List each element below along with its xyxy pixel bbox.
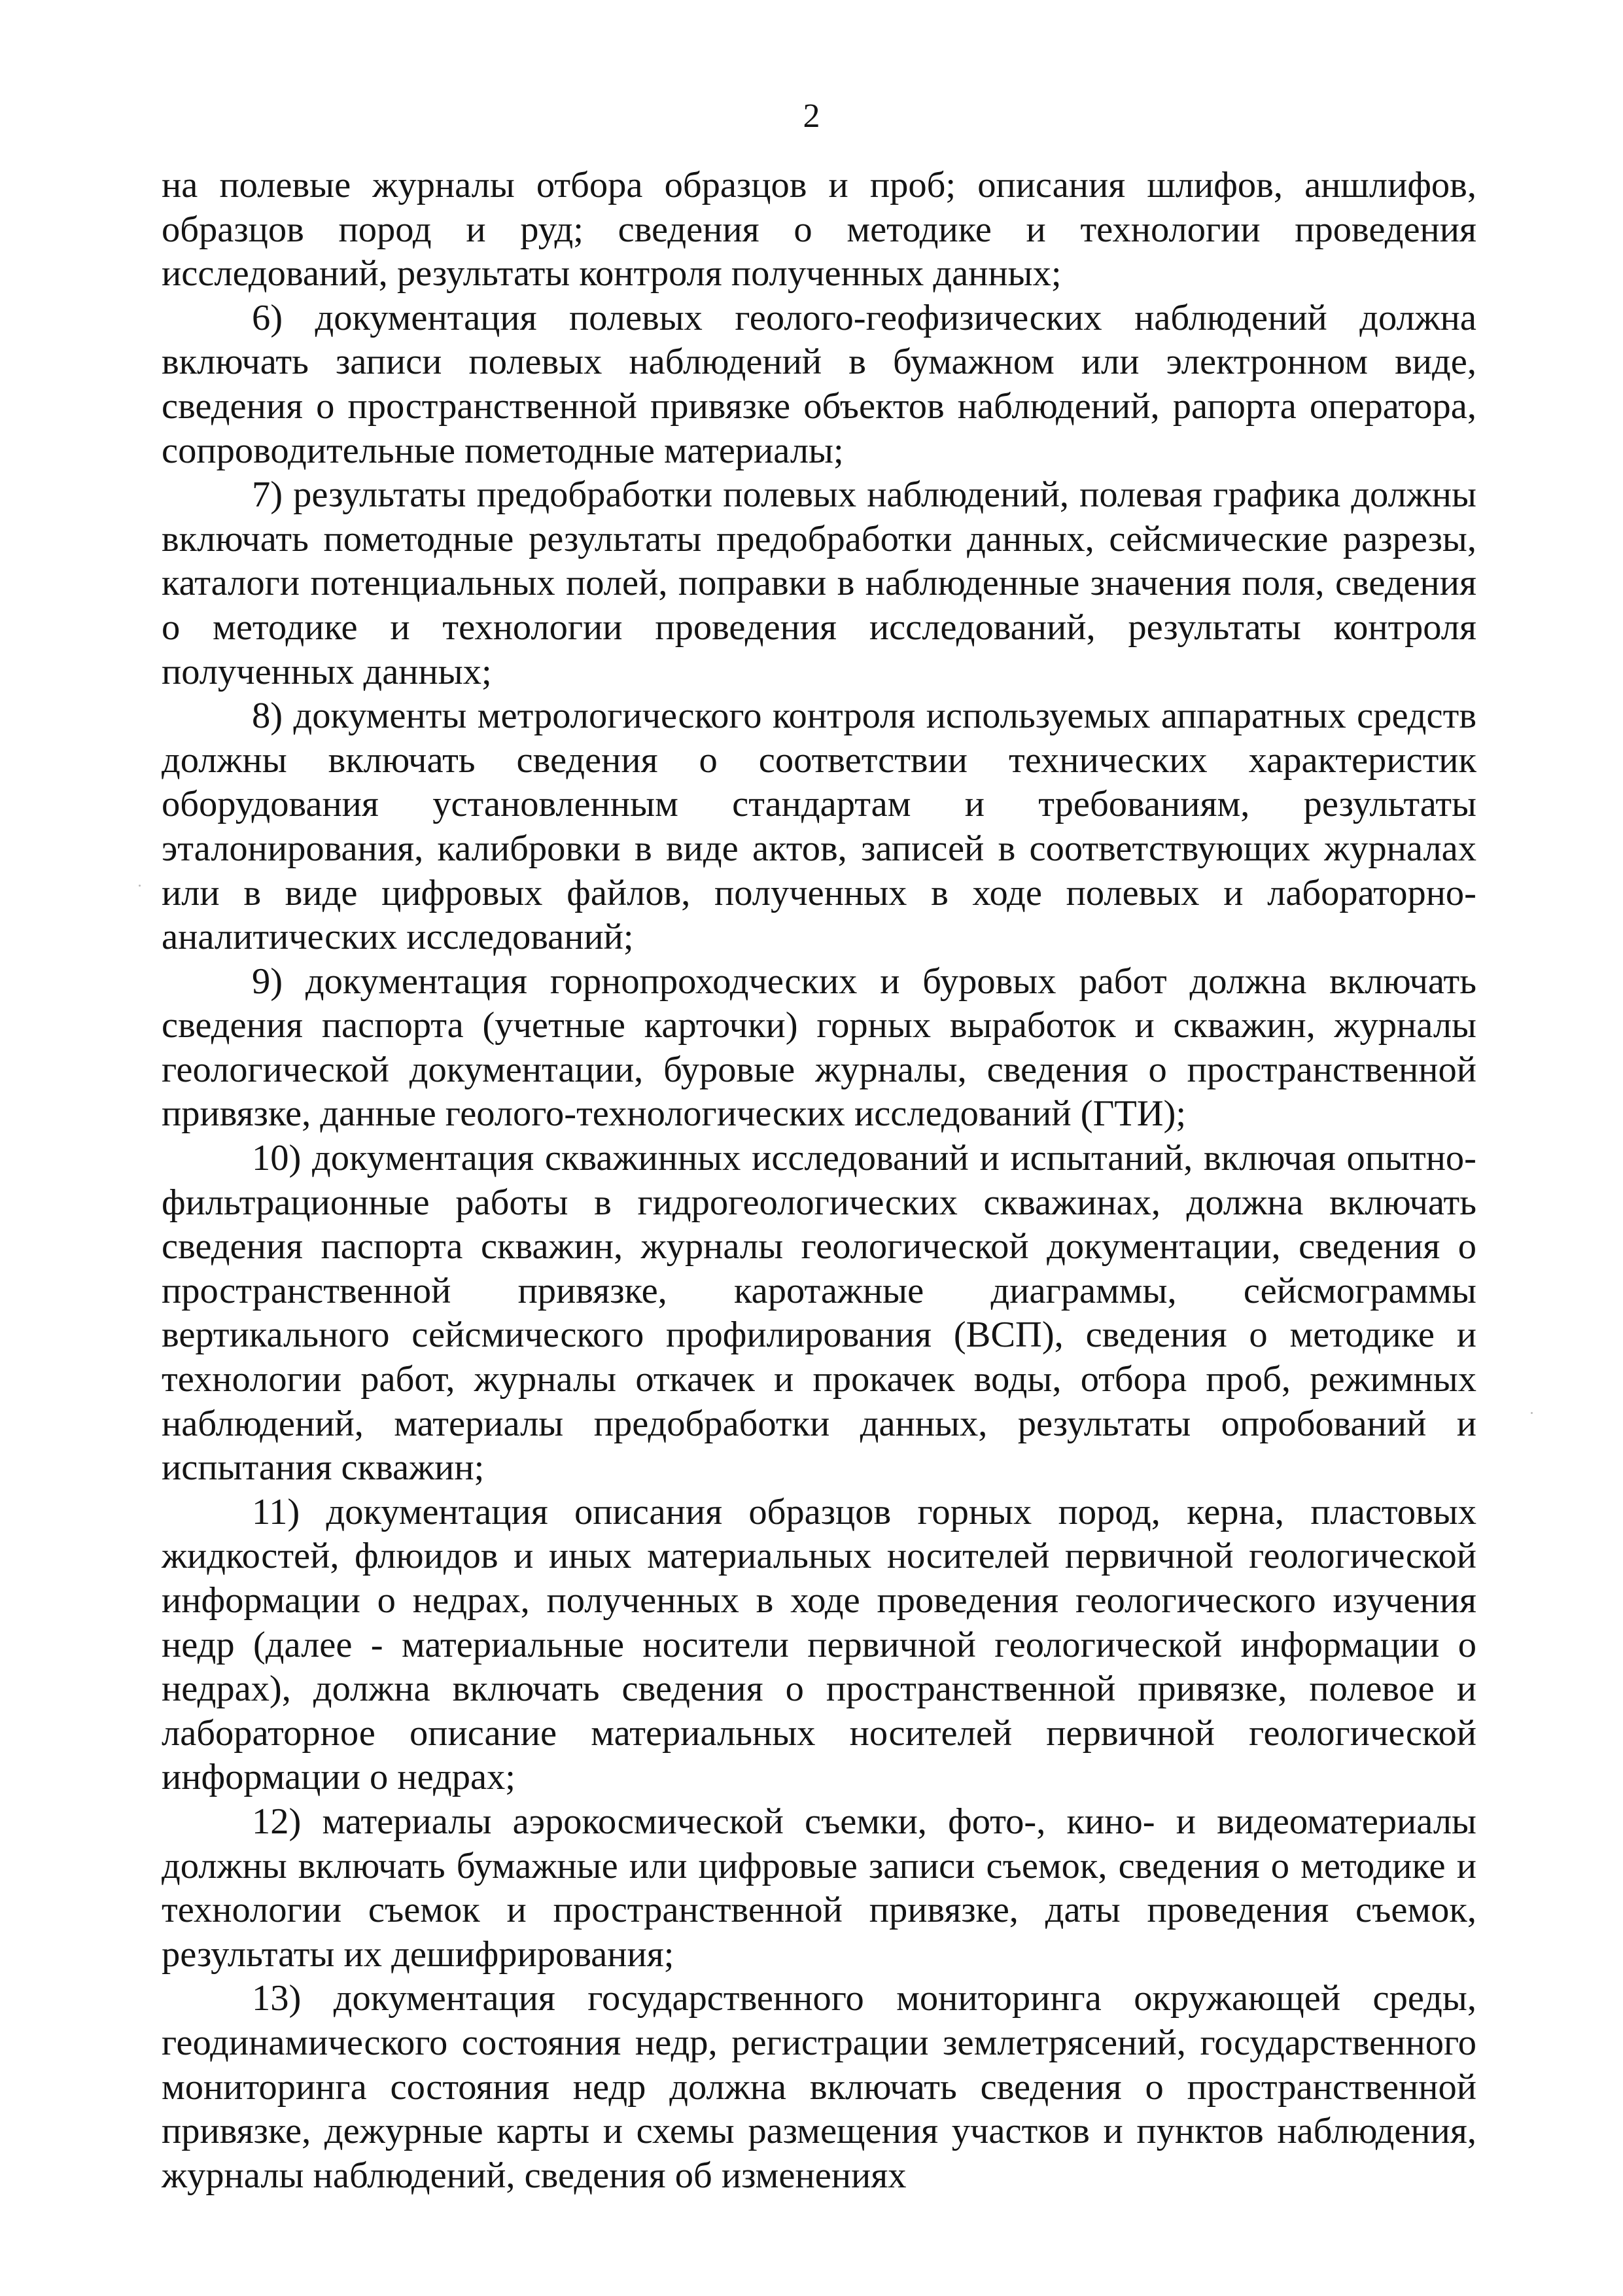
- paragraph-item-8: 8) документы метрологического контроля используемых аппаратных средств должны включать сведения о соответствии технических характеристик оборудования установленным стандартам и требованиям, результаты эталонирования, калибровки в виде актов, записей в соответствующих журналах или в виде цифровых файлов, полученных в ходе полевых и лабораторно-аналитических исследований;: [162, 696, 1476, 958]
- scan-speck: [1531, 1412, 1533, 1414]
- paragraph-item-13: 13) документация государственного мониторинга окружающей среды, геодинамического состояния недр, регистрации землетрясений, государственного мониторинга состояния недр должна включать сведения о пространственной привязке, дежурные карты и схемы размещения участков и пунктов наблюдения, журналы наблюдений, сведения об изменениях: [162, 1978, 1476, 2196]
- paragraph-item-11: 11) документация описания образцов горных пород, керна, пластовых жидкостей, флюидов и иных материальных носителей первичной геологической информации о недрах, полученных в ходе проведения геологического изучения недр (далее - материальные носители первичной геологической информации о недрах), должна включать сведения о пространственной привязке, полевое и лабораторное описание материальных носителей первичной геологической информации о недрах;: [162, 1491, 1476, 1798]
- page-number: 2: [803, 97, 820, 135]
- paragraph-item-9: 9) документация горнопроходческих и буровых работ должна включать сведения паспорта (учетные карточки) горных выработок и скважин, журналы геологической документации, буровые журналы, сведения о пространственной привязке, данные геолого-технологических исследований (ГТИ);: [162, 961, 1476, 1135]
- scan-speck: [139, 885, 141, 887]
- document-body: [162, 164, 1476, 2198]
- paragraph-item-10: 10) документация скважинных исследований и испытаний, включая опытно-фильтрационные работы в гидрогеологических скважинах, должна включать сведения паспорта скважин, журналы геологической документации, сведения о пространственной привязке, каротажные диаграммы, сейсмограммы вертикального сейсмического профилирования (ВСП), сведения о методике и технологии работ, журналы откачек и прокачек воды, отбора проб, режимных наблюдений, материалы предобработки данных, результаты опробований и испытания скважин;: [162, 1138, 1476, 1489]
- paragraph-continuation: на полевые журналы отбора образцов и проб; описания шлифов, аншлифов, образцов пород и руд; сведения о методике и технологии проведения исследований, результаты контроля полученных данных;: [162, 165, 1476, 294]
- paragraph-item-7: 7) результаты предобработки полевых наблюдений, полевая графика должны включать пометодные результаты предобработки данных, сейсмические разрезы, каталоги потенциальных полей, поправки в наблюденные значения поля, сведения о методике и технологии проведения исследований, результаты контроля полученных данных;: [162, 474, 1476, 692]
- paragraph-item-6: 6) документация полевых геолого-геофизических наблюдений должна включать записи полевых наблюдений в бумажном или электронном виде, сведения о пространственной привязке объектов наблюдений, рапорта оператора, сопроводительные пометодные материалы;: [162, 297, 1476, 471]
- paragraph-item-12: 12) материалы аэрокосмической съемки, фото-, кино- и видеоматериалы должны включать бумажные или цифровые записи съемок, сведения о методике и технологии съемок и пространственной привязке, даты проведения съемок, результаты их дешифрирования;: [162, 1801, 1476, 1975]
